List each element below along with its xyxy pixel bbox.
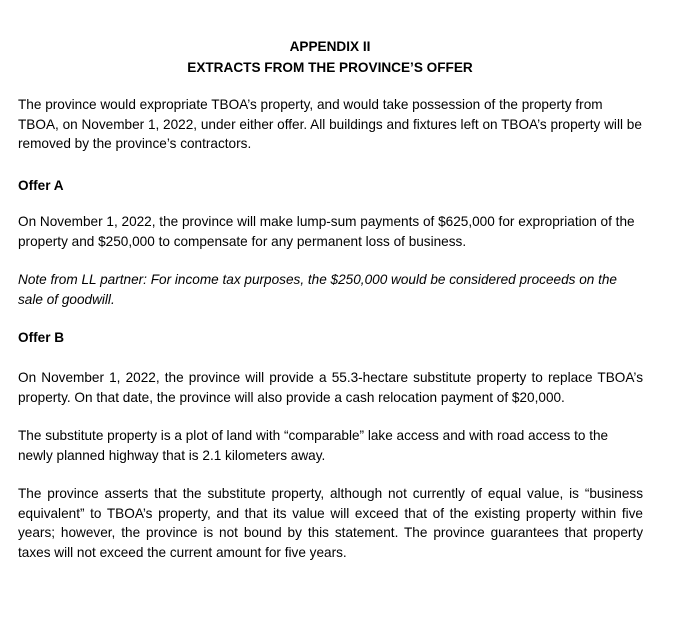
offer-a-body: On November 1, 2022, the province will make lump-sum payments of $625,000 for expropriation of the property and $250,000 to compensate for any permanent loss of business. (18, 214, 635, 249)
appendix-title: APPENDIX II (289, 39, 371, 54)
appendix-subtitle: EXTRACTS FROM THE PROVINCE’S OFFER (187, 60, 473, 75)
intro-paragraph: The province would expropriate TBOA’s property, and would take possession of the property from TBOA, on November 1, 2022, under either offer. All buildings and fixtures left on TBOA’s property will be removed by the province’s contractors. (18, 97, 642, 151)
offer-b-body-2: The substitute property is a plot of land with “comparable” lake access and with road access to the newly planned highway that is 2.1 kilometers away. (18, 428, 609, 463)
offer-a-heading: Offer A (18, 178, 64, 193)
offer-b-heading: Offer B (18, 330, 65, 345)
offer-b-body-1: On November 1, 2022, the province will provide a 55.3-hectare substitute property to replace TBOA’s property. On that date, the province will also provide a cash relocation payment of $20,000. (18, 370, 643, 405)
offer-b-body-3: The province asserts that the substitute property, although not currently of equal value, is “business equivalent” to TBOA’s property, and that its value will exceed that of the existing property within five years; however, the province is not bound by this statement. The province guarantees that property taxes will not exceed the current amount for five years. (18, 486, 643, 560)
offer-a-note: Note from LL partner: For income tax purposes, the $250,000 would be considered proceeds on the sale of goodwill. (18, 272, 617, 307)
